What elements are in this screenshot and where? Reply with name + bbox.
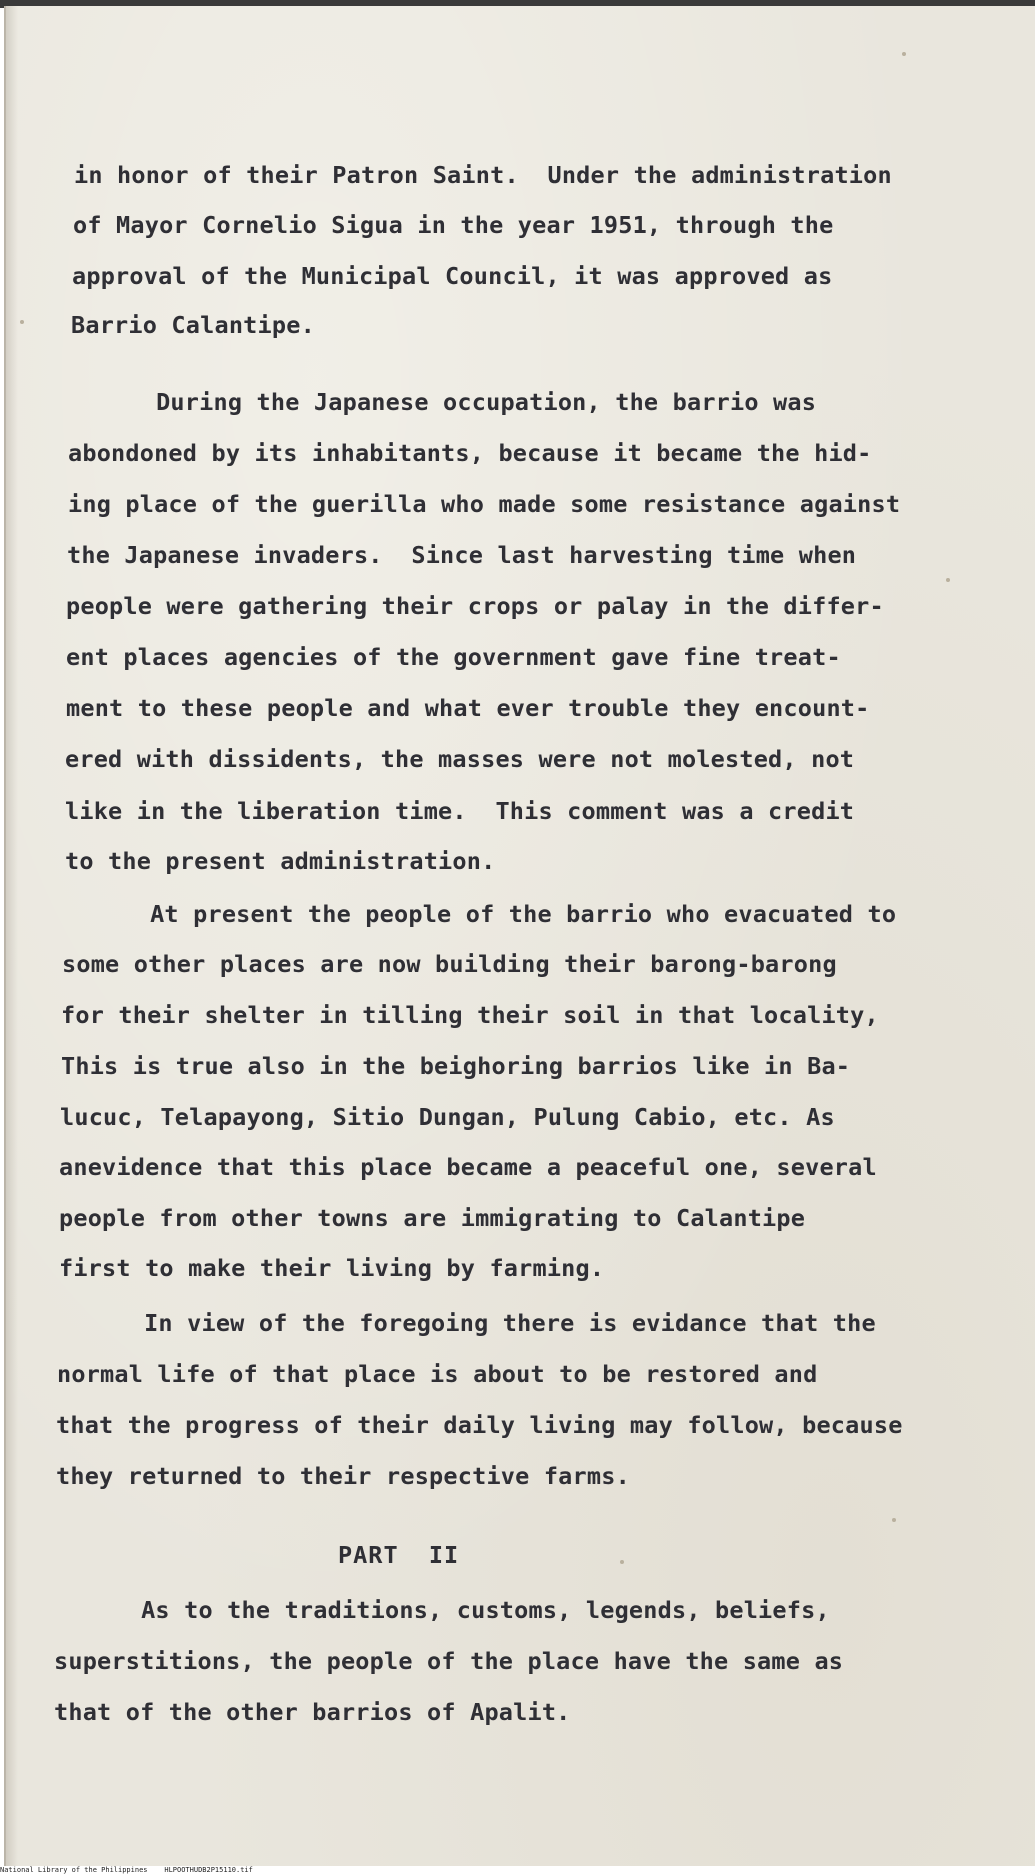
text-line: During the Japanese occupation, the barrio was xyxy=(70,388,817,416)
text-line: first to make their living by farming. xyxy=(59,1254,605,1282)
text-line: lucuc, Telapayong, Sitio Dungan, Pulung Cabio, etc. As xyxy=(60,1103,835,1131)
text-line: ing place of the guerilla who made some resistance against xyxy=(68,490,901,518)
text-line: As to the traditions, customs, legends, beliefs, xyxy=(55,1596,830,1624)
text-line: people were gathering their crops or palay in the differ- xyxy=(66,592,884,620)
text-line: they returned to their respective farms. xyxy=(56,1462,630,1490)
text-line: for their shelter in tilling their soil in that locality, xyxy=(61,1001,879,1029)
text-line: normal life of that place is about to be restored and xyxy=(57,1360,818,1388)
text-line: like in the liberation time. This comment was a credit xyxy=(65,797,855,825)
paper-speck xyxy=(20,320,24,324)
text-line: of Mayor Cornelio Sigua in the year 1951, through the xyxy=(73,211,834,239)
text-line: in honor of their Patron Saint. Under the administration xyxy=(74,161,892,189)
text-line: that of the other barrios of Apalit. xyxy=(54,1698,571,1726)
text-line: some other places are now building their barong-barong xyxy=(62,950,837,978)
text-line: ment to these people and what ever trouble they encount- xyxy=(66,694,870,722)
text-line: anevidence that this place became a peaceful one, several xyxy=(59,1153,877,1181)
scan-footer-caption: National Library of the Philippines HLPOOTHUDB2P15110.tif xyxy=(0,1866,253,1874)
section-heading: PART II xyxy=(338,1541,460,1569)
text-line: Barrio Calantipe. xyxy=(71,311,315,339)
text-line: ent places agencies of the government gave fine treat- xyxy=(66,643,841,671)
paper-speck xyxy=(946,578,950,582)
text-line: superstitions, the people of the place have the same as xyxy=(54,1647,844,1675)
page-edge-shadow xyxy=(4,6,18,1866)
text-line: At present the people of the barrio who evacuated to xyxy=(64,900,897,928)
text-line: abondoned by its inhabitants, because it became the hid- xyxy=(68,439,872,467)
text-line: ered with dissidents, the masses were not molested, not xyxy=(65,745,855,773)
text-line: In view of the foregoing there is evidance that the xyxy=(58,1309,876,1337)
paper-speck xyxy=(620,1560,624,1564)
text-line: This is true also in the beighoring barrios like in Ba- xyxy=(61,1052,851,1080)
paper-speck xyxy=(902,52,906,56)
text-line: the Japanese invaders. Since last harvesting time when xyxy=(67,541,857,569)
paper-speck xyxy=(892,1518,896,1522)
text-line: that the progress of their daily living may follow, because xyxy=(56,1411,903,1439)
text-line: approval of the Municipal Council, it was approved as xyxy=(72,262,833,290)
text-line: to the present administration. xyxy=(65,847,496,875)
text-line: people from other towns are immigrating to Calantipe xyxy=(59,1204,806,1232)
